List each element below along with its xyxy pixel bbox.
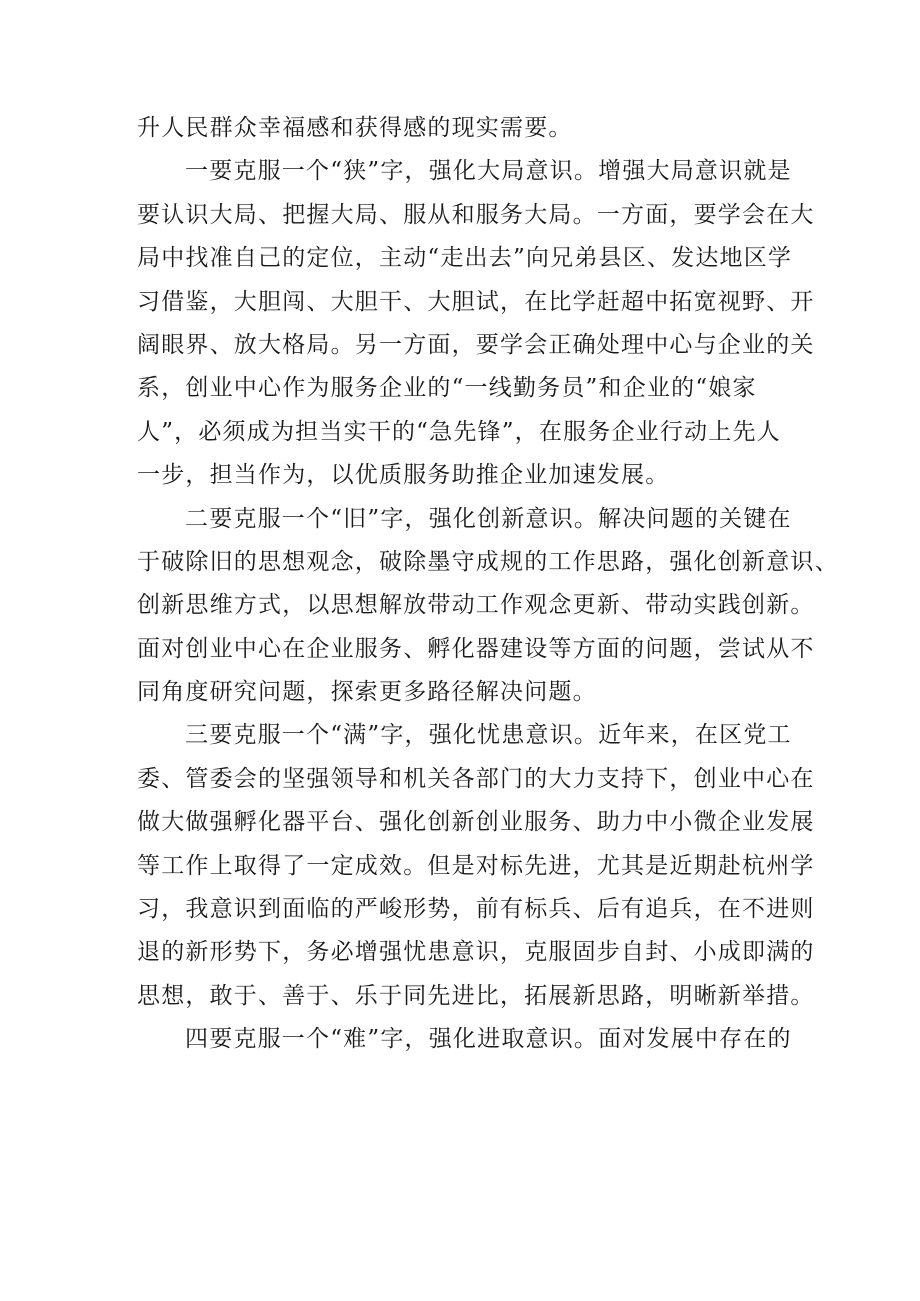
text-line: 委、管委会的坚强领导和机关各部门的大力支持下，创业中心在 <box>137 765 815 792</box>
text-line: 等工作上取得了一定成效。但是对标先进，尤其是近期赴杭州学 <box>137 852 815 879</box>
text-line: 一步，担当作为，以优质服务助推企业加速发展。 <box>137 462 670 489</box>
document-body <box>137 107 839 1062</box>
text-line: 人”，必须成为担当实干的“急先锋”，在服务企业行动上先人 <box>137 418 781 445</box>
text-line: 创新思维方式，以思想解放带动工作观念更新、带动实践创新。 <box>137 592 815 619</box>
paragraph-start-line: 三要克服一个“满”字，强化忧患意识。近年来，在区党工 <box>185 722 792 749</box>
paragraph-start-line: 四要克服一个“难”字，强化进取意识。面对发展中存在的 <box>185 1026 792 1053</box>
text-line: 做大做强孵化器平台、强化创新创业服务、助力中小微企业发展 <box>137 809 815 836</box>
text-line: 于破除旧的思想观念，破除墨守成规的工作思路，强化创新意识、 <box>137 548 839 575</box>
text-line: 要认识大局、把握大局、服从和服务大局。一方面，要学会在大 <box>137 201 815 228</box>
paragraph-start-line: 二要克服一个“旧”字，强化创新意识。解决问题的关键在 <box>185 505 792 532</box>
text-line: 退的新形势下，务必增强忧患意识，克服固步自封、小成即满的 <box>137 939 815 966</box>
paragraph-start-line: 一要克服一个“狭”字，强化大局意识。增强大局意识就是 <box>185 158 792 185</box>
text-line: 习借鉴，大胆闯、大胆干、大胆试，在比学赶超中拓宽视野、开 <box>137 288 815 315</box>
text-line: 习，我意识到面临的严峻形势，前有标兵、后有追兵，在不进则 <box>137 896 815 923</box>
text-line: 面对创业中心在企业服务、孵化器建设等方面的问题，尝试从不 <box>137 635 815 662</box>
text-line: 同角度研究问题，探索更多路径解决问题。 <box>137 679 597 706</box>
text-line: 阔眼界、放大格局。另一方面，要学会正确处理中心与企业的关 <box>137 331 815 358</box>
text-line: 思想，敢于、善于、乐于同先进比，拓展新思路，明晰新举措。 <box>137 982 815 1009</box>
text-line: 系，创业中心作为服务企业的“一线勤务员”和企业的“娘家 <box>137 375 757 402</box>
text-line: 局中找准自己的定位，主动“走出去”向兄弟县区、发达地区学 <box>137 245 793 272</box>
text-line: 升人民群众幸福感和获得感的现实需要。 <box>137 115 573 141</box>
